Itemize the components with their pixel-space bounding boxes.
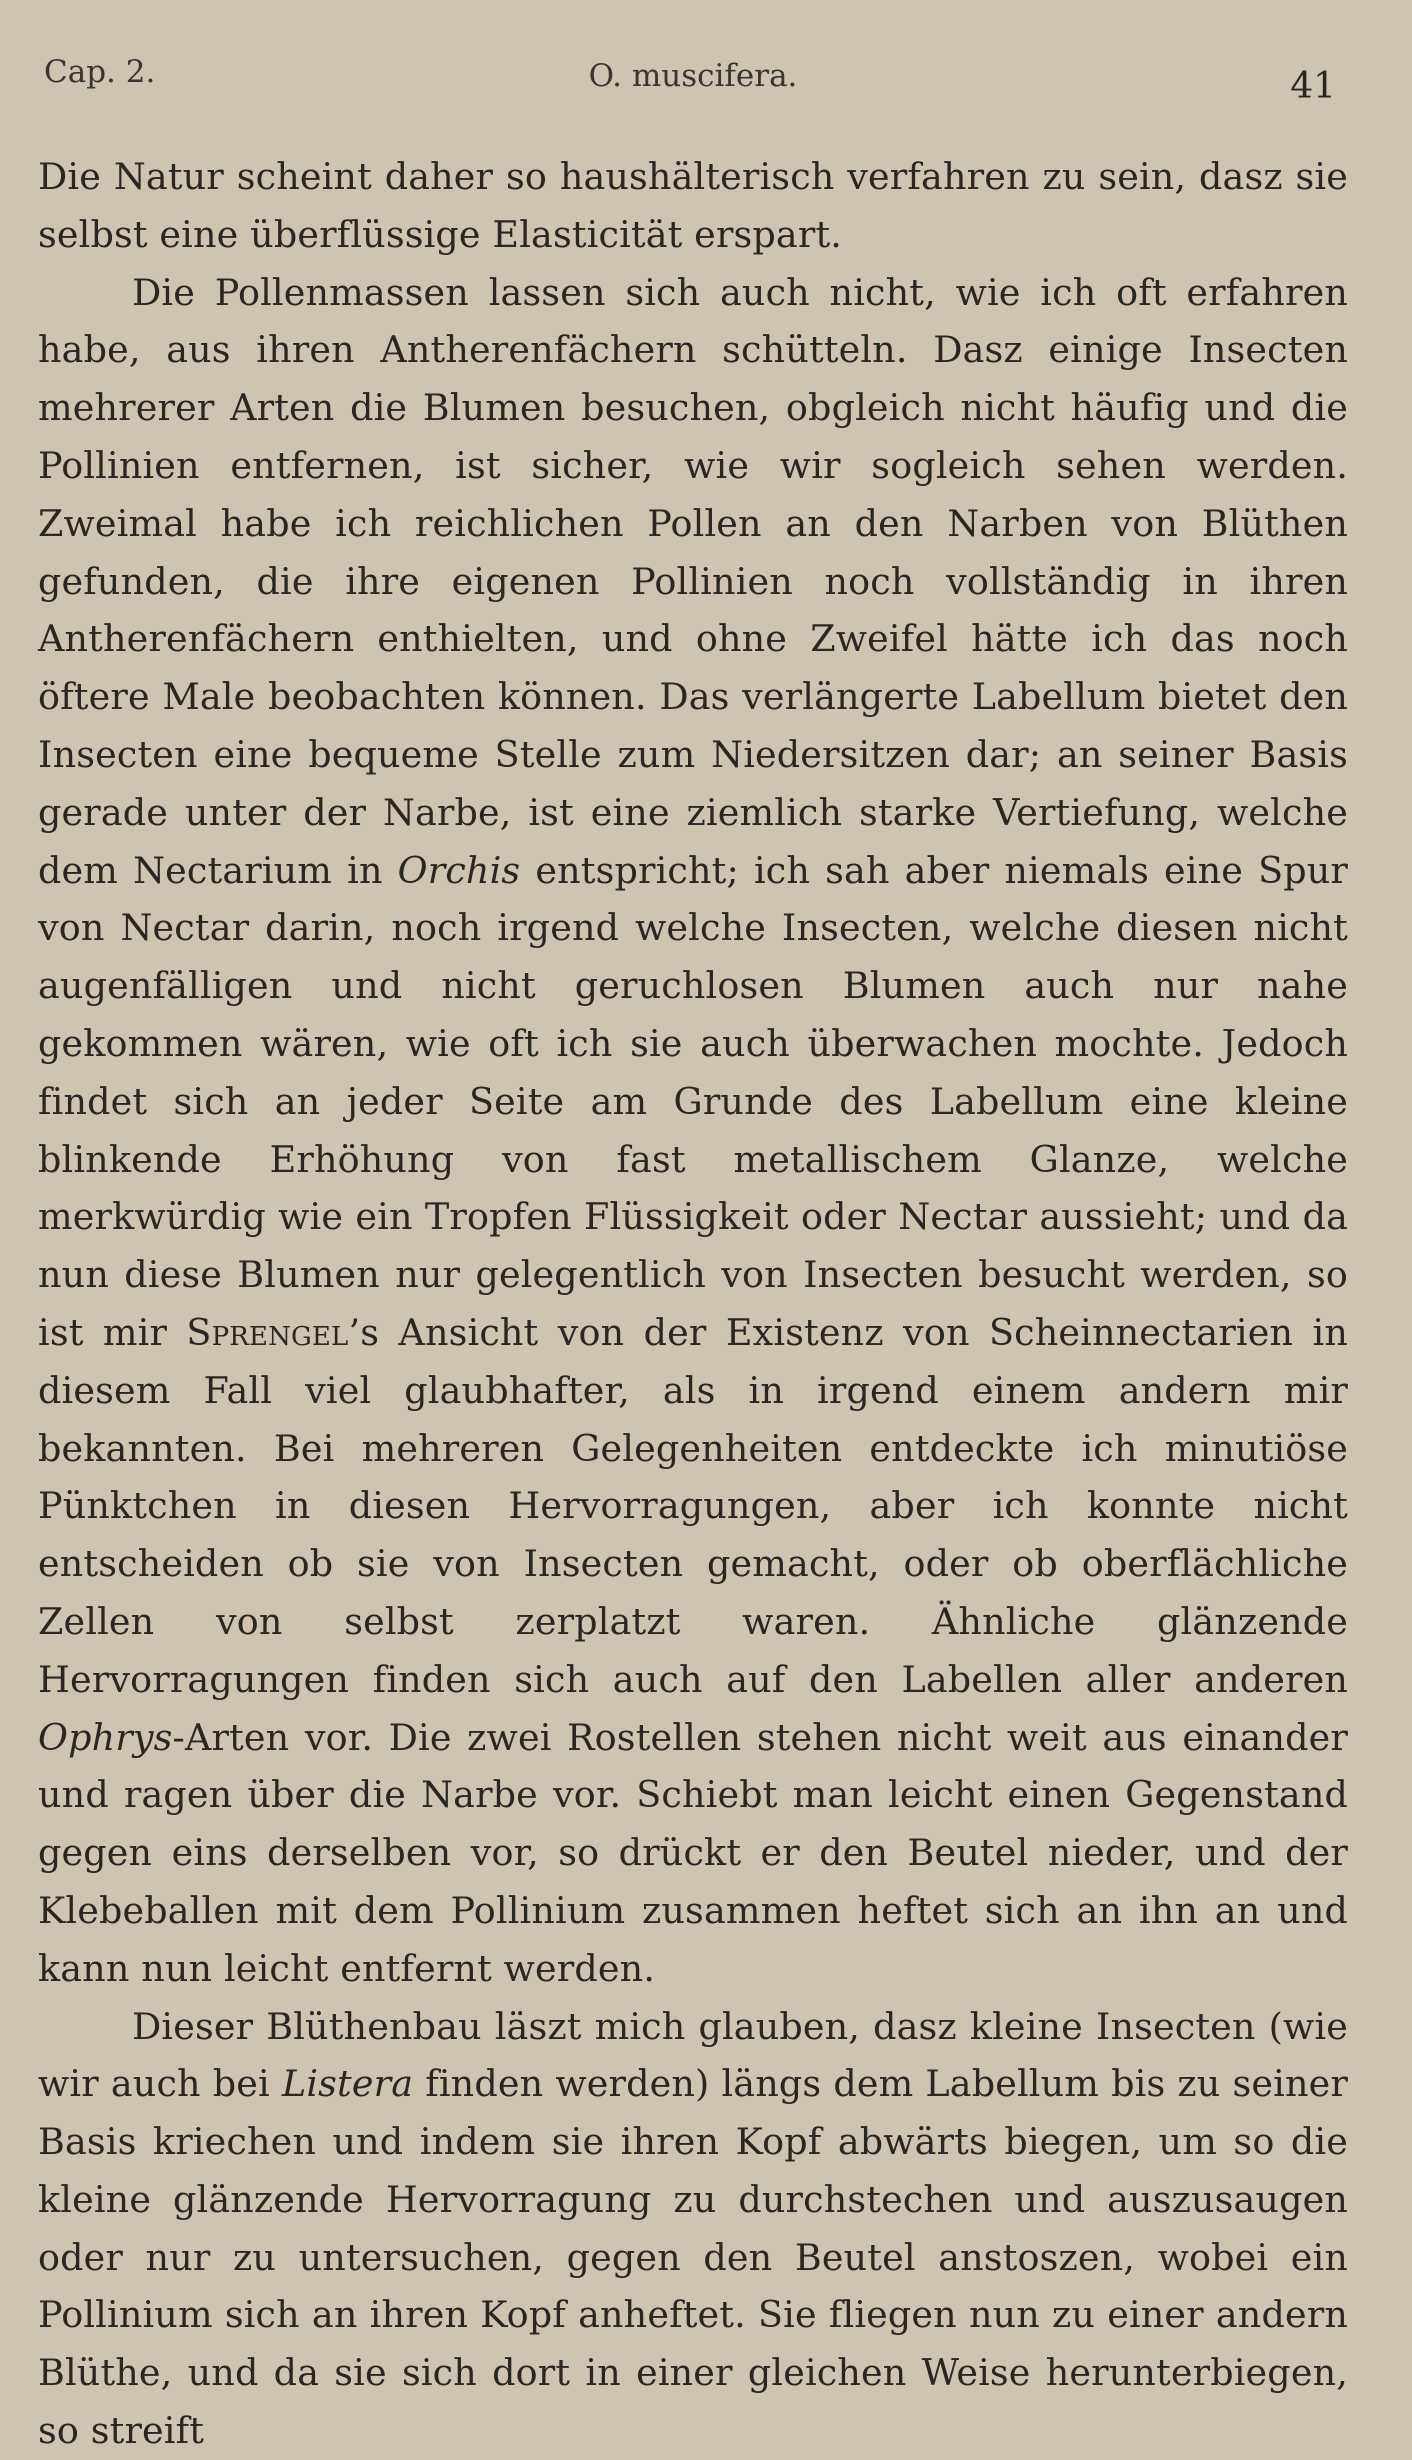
page-number: 41 <box>1290 66 1336 107</box>
italic-term: Listera <box>281 2062 414 2106</box>
author-name: Sprengel <box>186 1310 349 1354</box>
italic-term: Ophrys <box>38 1715 173 1759</box>
text-run: finden werden) längs dem Labellum bis zu seiner Basis kriechen und indem sie ihren Kopf abwärts biegen, um so die kleine glänzende Hervorragung zu durchstechen und auszusaugen oder nur zu untersuchen, gegen den Beutel anstoszen, wobei ein Pollinium sich an ihren Kopf anheftet. Sie fliegen nun zu einer andern Blüthe, und da sie sich dort in einer gleichen Weise herunterbiegen, so streift <box>38 2062 1348 2453</box>
paragraph <box>38 148 1348 264</box>
page-header <box>38 50 1348 110</box>
text-run: Die Natur scheint daher so haushälterisch verfahren zu sein, dasz sie selbst eine überflüssige Elasticität erspart. <box>38 155 1348 256</box>
text-run: entspricht; ich sah aber niemals eine Spur von Nectar darin, noch irgend welche Insecten, welche diesen nicht augenfälligen und nicht geruchlosen Blumen auch nur nahe gekommen wären, wie oft ich sie auch überwachen mochte. Jedoch findet sich an jeder Seite am Grunde des Labellum eine kleine blinkende Erhöhung von fast metallischem Glanze, welche merkwürdig wie ein Tropfen Flüssigkeit oder Nectar aussieht; und da nun diese Blumen nur gelegentlich von Insecten besucht werden, so ist mir <box>38 848 1349 1354</box>
running-title: O. muscifera. <box>588 58 798 94</box>
paragraph <box>38 1998 1348 2460</box>
text-run: Die Pollenmassen lassen sich auch nicht, wie ich oft erfahren habe, aus ihren Antherenfächern schütteln. Dasz einige Insecten mehrerer Arten die Blumen besuchen, obgleich nicht häufig und die Pollinien entfernen, ist sicher, wie wir sogleich sehen werden. Zweimal habe ich reichlichen Pollen an den Narben von Blüthen gefunden, die ihre eigenen Pollinien noch vollständig in ihren Antherenfächern enthielten, und ohne Zweifel hätte ich das noch öftere Male beobachten können. Das verlängerte Labellum bietet den Insecten eine bequeme Stelle zum Niedersitzen dar; an seiner Basis gerade unter der Narbe, ist eine ziemlich starke Vertiefung, welche dem Nectarium in <box>38 270 1348 892</box>
paragraph <box>38 264 1348 1998</box>
text-run: ’s Ansicht von der Existenz von Scheinnectarien in diesem Fall viel glaubhafter, als in irgend einem andern mir bekannten. Bei mehreren Gelegenheiten entdeckte ich minutiöse Pünktchen in diesen Hervorragungen, aber ich konnte nicht entscheiden ob sie von Insecten gemacht, oder ob oberflächliche Zellen von selbst zerplatzt waren. Ähnliche glänzende Hervorragungen finden sich auch auf den Labellen aller anderen <box>38 1310 1348 1701</box>
italic-term: Orchis <box>397 848 521 892</box>
body-text <box>38 148 1348 2460</box>
chapter-label: Cap. 2. <box>44 54 156 90</box>
text-run: Dieser Blüthenbau läszt mich glauben, dasz kleine Insecten (wie wir auch bei <box>38 2004 1348 2106</box>
text-run: -Arten vor. Die zwei Rostellen stehen nicht weit aus einander und ragen über die Narbe vor. Schiebt man leicht einen Gegenstand gegen eins derselben vor, so drückt er den Beutel nieder, und der Klebeballen mit dem Pollinium zusammen heftet sich an ihn an und kann nun leicht entfernt werden. <box>38 1715 1348 1990</box>
